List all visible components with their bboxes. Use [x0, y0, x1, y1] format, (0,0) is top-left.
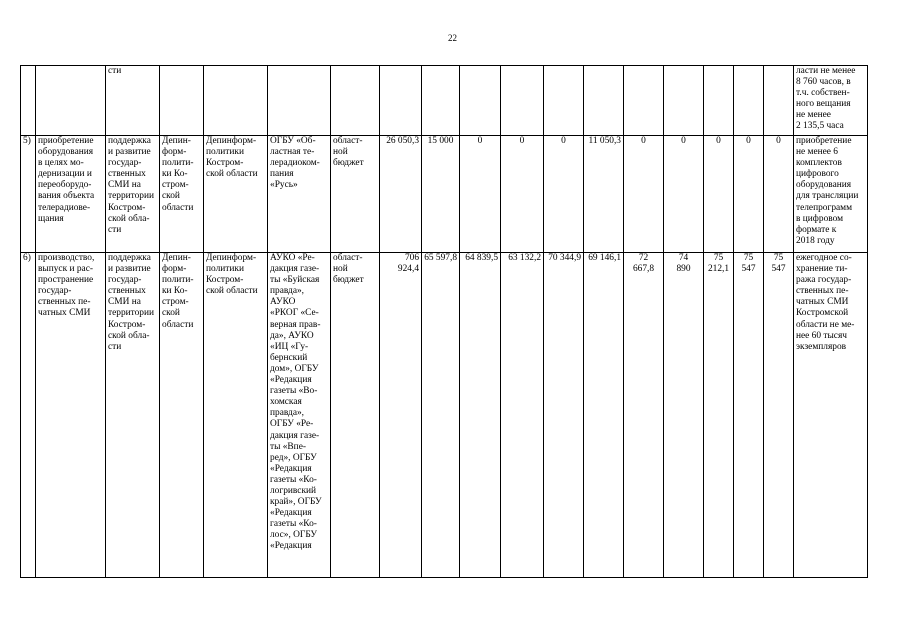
cell-source: област- ной бюджет — [331, 136, 380, 253]
cell-recipient: АУКО «Ре- дакция газе- ты «Буйская правда», АУКО «РКОГ «Се- верная прав- да», АУКО «ИЦ «Гу- бернский дом», ОГБУ «Редакция газеты «Во- хомская правда», ОГБУ «Ре- дакция газе- ты «Впе- ред», ОГБУ «Редакция газеты «Ко- логривский край», ОГБУ «Редакция газеты «Ко- лос», ОГБУ «Редакция — [268, 253, 331, 578]
cell-y5 — [584, 66, 624, 136]
cell-coexecutor: Депин- форм- полити- ки Ко- стром- ской области — [160, 136, 204, 253]
table-row-continuation — [21, 66, 868, 136]
cell-name: приобретение оборудования в целях мо- дернизации и переоборудо- вания объекта телерадиове- щания — [36, 136, 106, 253]
cell-executor — [204, 66, 268, 136]
table-row — [21, 136, 868, 253]
cell-number: 6) — [21, 253, 36, 578]
cell-recipient: ОГБУ «Об- ластная те- лерадиоком- пания «Русь» — [268, 136, 331, 253]
cell-total: 706 924,4 — [380, 253, 422, 578]
cell-y1: 15 000 — [422, 136, 460, 253]
table-row — [21, 253, 868, 578]
cell-source — [331, 66, 380, 136]
cell-y6 — [624, 66, 664, 136]
cell-goal: поддержка и развитие государ- ственных СМИ на территории Костром- ской обла- сти — [106, 136, 160, 253]
cell-goal: поддержка и развитие государ- ственных СМИ на территории Костром- ской обла- сти — [106, 253, 160, 578]
cell-y5: 69 146,1 — [584, 253, 624, 578]
cell-y8 — [704, 66, 734, 136]
cell-y7: 74 890 — [664, 253, 704, 578]
program-table — [20, 65, 868, 578]
cell-y3: 0 — [501, 136, 544, 253]
cell-result: приобретение не менее 6 комплектов цифрового оборудования для трансляции телепрограмм в цифровом формате к 2018 году — [794, 136, 868, 253]
cell-goal: сти — [106, 66, 160, 136]
cell-total — [380, 66, 422, 136]
cell-y1: 65 597,8 — [422, 253, 460, 578]
cell-y3 — [501, 66, 544, 136]
cell-y10: 75 547 — [764, 253, 794, 578]
cell-y5: 11 050,3 — [584, 136, 624, 253]
cell-y8: 75 212,1 — [704, 253, 734, 578]
cell-name: производство, выпуск и рас- пространение государ- ственных пе- чатных СМИ — [36, 253, 106, 578]
cell-y7: 0 — [664, 136, 704, 253]
cell-y8: 0 — [704, 136, 734, 253]
cell-name — [36, 66, 106, 136]
cell-result: ежегодное со- хранение ти- ража государ- ственных пе- чатных СМИ Костромской области не ме- нее 60 тысяч экземпляров — [794, 253, 868, 578]
cell-coexecutor: Депин- форм- полити- ки Ко- стром- ской области — [160, 253, 204, 578]
cell-source: област- ной бюджет — [331, 253, 380, 578]
cell-number: 5) — [21, 136, 36, 253]
cell-y9: 75 547 — [734, 253, 764, 578]
cell-y2 — [460, 66, 501, 136]
cell-y1 — [422, 66, 460, 136]
cell-y9: 0 — [734, 136, 764, 253]
cell-y7 — [664, 66, 704, 136]
cell-executor: Депинформ- политики Костром- ской области — [204, 253, 268, 578]
cell-recipient — [268, 66, 331, 136]
cell-y10: 0 — [764, 136, 794, 253]
cell-y2: 0 — [460, 136, 501, 253]
cell-coexecutor — [160, 66, 204, 136]
cell-y6: 72 667,8 — [624, 253, 664, 578]
cell-y6: 0 — [624, 136, 664, 253]
cell-y2: 64 839,5 — [460, 253, 501, 578]
cell-executor: Депинформ- политики Костром- ской области — [204, 136, 268, 253]
cell-total: 26 050,3 — [380, 136, 422, 253]
cell-number — [21, 66, 36, 136]
cell-y4 — [544, 66, 584, 136]
cell-y10 — [764, 66, 794, 136]
page-number: 22 — [448, 33, 457, 43]
cell-y9 — [734, 66, 764, 136]
cell-y3: 63 132,2 — [501, 253, 544, 578]
cell-y4: 0 — [544, 136, 584, 253]
cell-y4: 70 344,9 — [544, 253, 584, 578]
cell-result: ласти не менее 8 760 часов, в т.ч. собствен- ного вещания не менее 2 135,5 часа — [794, 66, 868, 136]
